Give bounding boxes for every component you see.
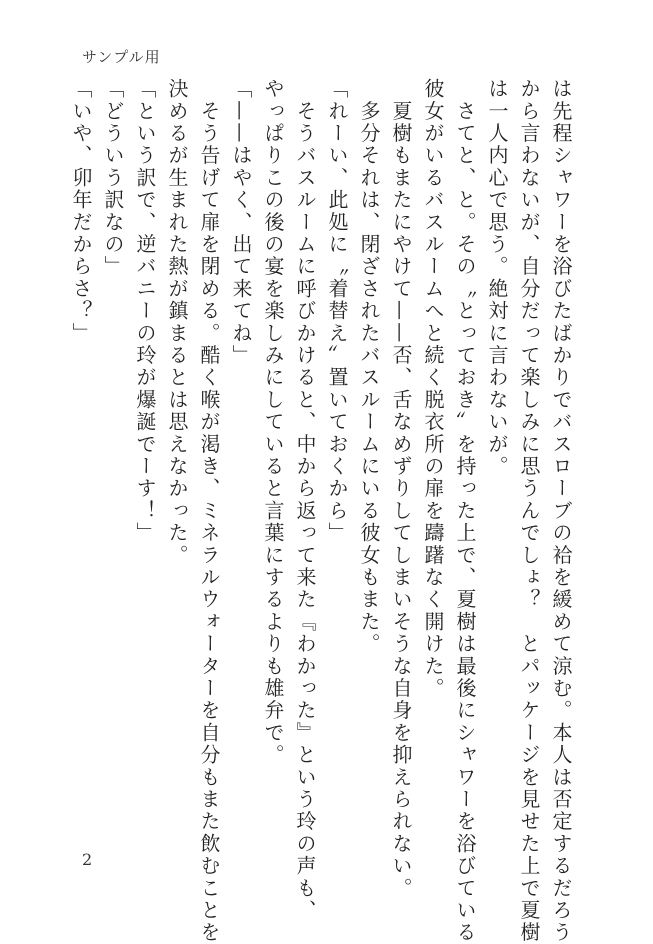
- text-line: 「という訳で、逆バニーの玲が爆誕でーす！」: [133, 78, 157, 545]
- page-header: サンプル用: [82, 48, 161, 66]
- text-line: は先程シャワーを浴びたばかりでバスローブの袷を緩めて涼む。本人は否定するだろう: [549, 78, 573, 944]
- text-line: 「——はやく、出て来てね」: [229, 78, 253, 367]
- text-line: から言わないが、自分だって楽しみに思うんでしょ？ とパッケージを見せた上で夏樹: [517, 78, 541, 944]
- text-line: そうバスルームに呼びかけると、中から返って来た『わかった』という玲の声も、: [293, 78, 317, 922]
- text-line: 「れーい、此処に〝着替え〟置いておくから」: [325, 78, 349, 545]
- page-number: 2: [82, 850, 93, 869]
- text-line: 決めるが生まれた熱が鎮まるとは思えなかった。: [165, 78, 189, 567]
- text-line: やっぱりこの後の宴を楽しみにしていると言葉にするよりも雄弁で。: [261, 78, 285, 767]
- text-line: 夏樹もまたにやけて——否、舌なめずりしてしまいそうな自身を抑えられない。: [389, 78, 413, 900]
- text-line: そう告げて扉を閉める。酷く喉が渇き、ミネラルウォーターを自分もまた飲むことを: [197, 78, 221, 944]
- text-line: 多分それは、閉ざされたバスルームにいる彼女もまた。: [357, 78, 381, 656]
- text-line: 「どういう訳なの」: [101, 78, 125, 278]
- text-line: 彼女がいるバスルームへと続く脱衣所の扉を躊躇なく開けた。: [421, 78, 445, 700]
- text-line: は一人内心で思う。絶対に言わないが。: [485, 78, 509, 478]
- text-line: さてと、と。その〝とっておき〟を持った上で、夏樹は最後にシャワーを浴びている: [453, 78, 477, 944]
- text-line: 「いや、卯年だからさ？」: [69, 78, 93, 345]
- vertical-body-text: [65, 78, 577, 944]
